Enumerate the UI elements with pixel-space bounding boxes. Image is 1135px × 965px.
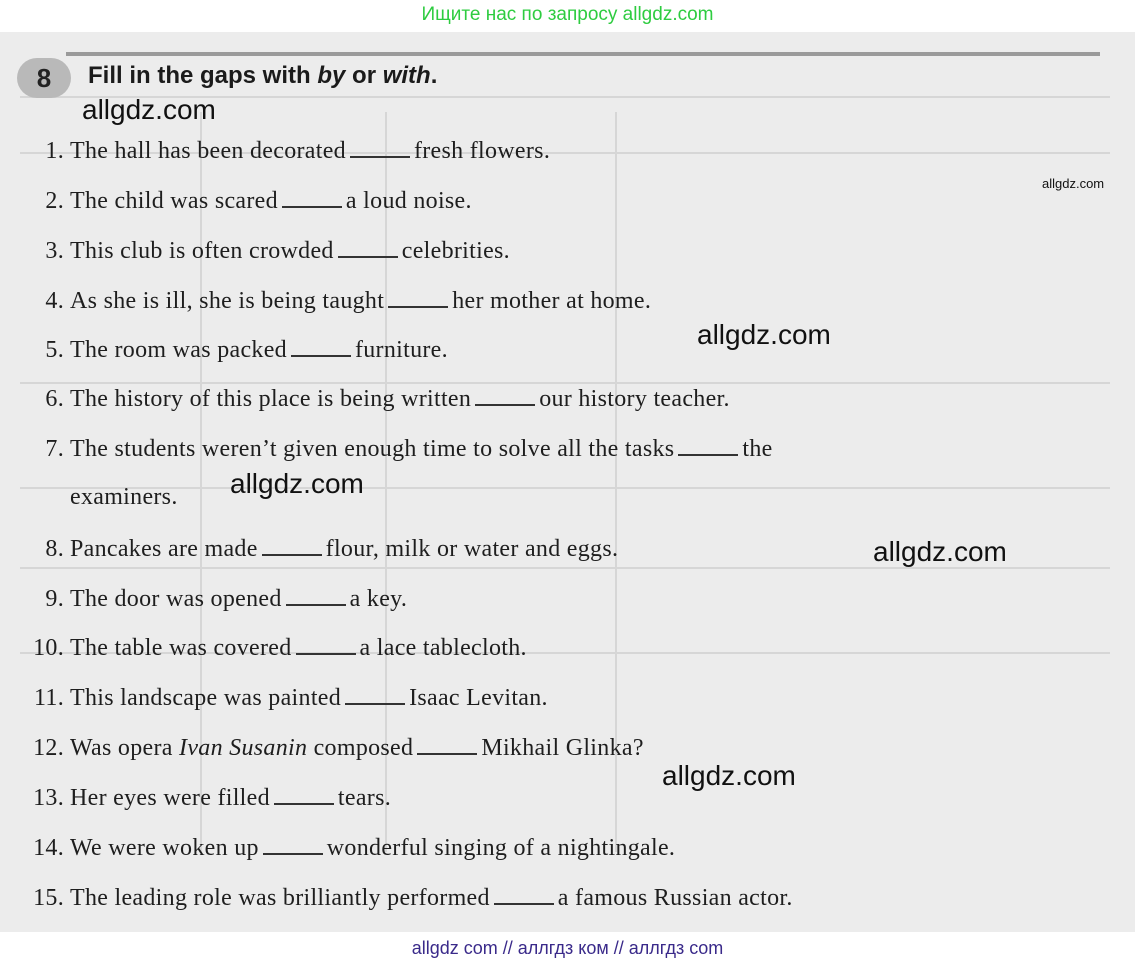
item-text-after: wonderful singing of a nightingale. — [326, 835, 676, 861]
item-number: 1. — [45, 138, 64, 164]
watermark: allgdz.com — [82, 94, 216, 125]
instruction-end: . — [430, 62, 438, 89]
exercise-item — [0, 584, 407, 613]
item-number: 14. — [33, 835, 64, 861]
answer-gap[interactable] — [345, 683, 405, 705]
item-text-after: a lace tablecloth. — [359, 635, 527, 661]
item-text-before: The students weren’t given enough time to solve all the tasks — [70, 436, 675, 462]
bleed-through-rule — [20, 487, 1110, 489]
exercise-number-badge: 8 — [17, 58, 71, 98]
exercise-item — [0, 335, 448, 364]
item-number: 9. — [45, 586, 64, 612]
top-banner[interactable]: Ищите нас по запросу allgdz.com — [0, 0, 1135, 30]
item-text-after: tears. — [337, 785, 392, 811]
watermark: allgdz.com — [230, 468, 364, 499]
item-number: 15. — [33, 885, 64, 911]
answer-gap[interactable] — [296, 633, 356, 655]
item-text-before: This club is often crowded — [70, 238, 334, 264]
watermark: allgdz.com — [697, 319, 831, 350]
item-text-after: the — [742, 436, 773, 462]
item-text-before: The table was covered — [70, 635, 292, 661]
exercise-item — [0, 384, 730, 413]
textbook-page — [0, 32, 1135, 932]
item-text-before: Was opera — [70, 735, 180, 761]
exercise-item-continuation — [0, 484, 178, 511]
exercise-item — [0, 783, 391, 812]
item-number: 11. — [33, 685, 64, 711]
instruction-start: Fill in the gaps with — [88, 62, 318, 89]
item-text-before: The history of this place is being written — [70, 386, 472, 412]
item-text-before: examiners. — [70, 484, 178, 510]
item-text-after: Isaac Levitan. — [409, 685, 548, 711]
item-text-after: a loud noise. — [345, 188, 472, 214]
exercise-item — [0, 733, 644, 762]
answer-gap[interactable] — [262, 534, 322, 556]
instruction-word-by: by — [317, 62, 346, 89]
item-text-after: a key. — [349, 586, 408, 612]
item-text-middle: composed — [307, 735, 414, 761]
item-number: 13. — [33, 785, 64, 811]
exercise-item — [0, 286, 651, 315]
item-text-before: The leading role was brilliantly performed — [70, 885, 490, 911]
answer-gap[interactable] — [475, 384, 535, 406]
watermark: allgdz.com — [662, 760, 796, 791]
header-rule — [66, 52, 1100, 56]
item-number: 6. — [45, 386, 64, 412]
item-text-before: The door was opened — [70, 586, 282, 612]
item-text-before: Pancakes are made — [70, 536, 258, 562]
instruction-word-with: with — [382, 62, 431, 89]
answer-gap[interactable] — [291, 335, 351, 357]
item-text-before: The child was scared — [70, 188, 278, 214]
item-number: 8. — [45, 536, 64, 562]
item-text-after: a famous Russian actor. — [557, 885, 793, 911]
item-number: 2. — [45, 188, 64, 214]
watermark: allgdz.com — [1042, 176, 1105, 191]
exercise-instruction — [88, 62, 437, 90]
footer-banner[interactable]: allgdz com // аллгдз ком // аллгдз com — [0, 934, 1135, 965]
answer-gap[interactable] — [350, 136, 410, 158]
item-text-before: The hall has been decorated — [70, 138, 346, 164]
exercise-item — [0, 236, 510, 265]
answer-gap[interactable] — [494, 883, 554, 905]
answer-gap[interactable] — [282, 186, 342, 208]
item-text-before: This landscape was painted — [70, 685, 342, 711]
answer-gap[interactable] — [263, 833, 323, 855]
exercise-item — [0, 136, 550, 165]
answer-gap[interactable] — [274, 783, 334, 805]
item-text-after: furniture. — [354, 337, 448, 363]
instruction-or: or — [345, 62, 383, 89]
exercise-item — [0, 683, 548, 712]
item-text-after: celebrities. — [401, 238, 510, 264]
item-number: 3. — [45, 238, 64, 264]
item-number: 10. — [33, 635, 64, 661]
item-text-after: fresh flowers. — [413, 138, 551, 164]
answer-gap[interactable] — [388, 286, 448, 308]
item-number: 12. — [33, 735, 64, 761]
item-text-before: Her eyes were filled — [70, 785, 270, 811]
item-number: 7. — [45, 436, 64, 462]
item-text-after: our history teacher. — [539, 386, 730, 412]
exercise-item — [0, 833, 675, 862]
exercise-item — [0, 434, 773, 463]
answer-gap[interactable] — [678, 434, 738, 456]
answer-gap[interactable] — [338, 236, 398, 258]
opera-title: Ivan Susanin — [179, 735, 308, 761]
item-number: 4. — [45, 288, 64, 314]
item-text-before: As she is ill, she is being taught — [70, 288, 385, 314]
item-text-before: The room was packed — [70, 337, 287, 363]
watermark: allgdz.com — [873, 536, 1007, 567]
answer-gap[interactable] — [417, 733, 477, 755]
answer-gap[interactable] — [286, 584, 346, 606]
item-text-after: Mikhail Glinka? — [481, 735, 644, 761]
item-text-before: We were woken up — [70, 835, 259, 861]
exercise-item — [0, 633, 527, 662]
exercise-item — [0, 534, 618, 563]
item-number: 5. — [45, 337, 64, 363]
item-text-after: her mother at home. — [452, 288, 652, 314]
exercise-item — [0, 186, 472, 215]
exercise-item — [0, 883, 793, 912]
item-text-after: flour, milk or water and eggs. — [325, 536, 619, 562]
